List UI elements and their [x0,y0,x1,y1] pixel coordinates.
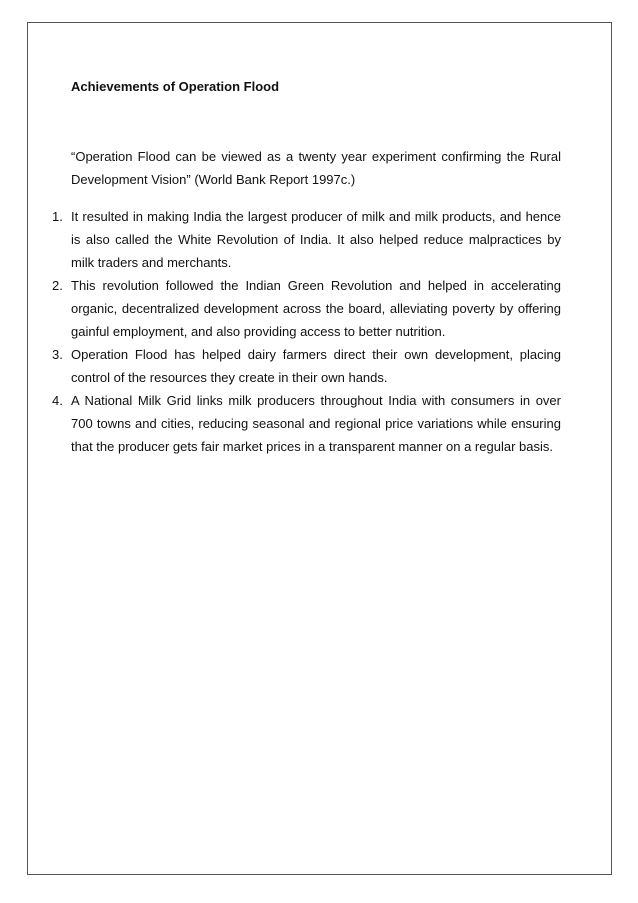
list-item [52,274,561,343]
list-item [52,205,561,274]
list-item-number: 4. [52,393,63,408]
document-heading: Achievements of Operation Flood [71,79,280,94]
list-item-text: A National Milk Grid links milk producers throughout India with consumers in over 700 towns and cities, reducing seasonal and regional price variations while ensuring that the producer gets fair market prices in a transparent manner on a regular basis. [71,393,561,454]
quote-paragraph: “Operation Flood can be viewed as a twenty year experiment confirming the Rural Development Vision” (World Bank Report 1997c.) [71,149,561,187]
achievements-list [52,205,561,458]
list-item-text: It resulted in making India the largest producer of milk and milk products, and hence is also called the White Revolution of India. It also helped reduce malpractices by milk traders and merchants. [71,209,561,270]
list-item [52,389,561,458]
list-item [52,343,561,389]
list-item-number: 1. [52,209,63,224]
list-item-text: Operation Flood has helped dairy farmers direct their own development, placing control of the resources they create in their own hands. [71,347,561,385]
list-item-number: 3. [52,347,63,362]
list-item-text: This revolution followed the Indian Green Revolution and helped in accelerating organic, decentralized development across the board, alleviating poverty by offering gainful employment, and also providing access to better nutrition. [71,278,561,339]
list-item-number: 2. [52,278,63,293]
